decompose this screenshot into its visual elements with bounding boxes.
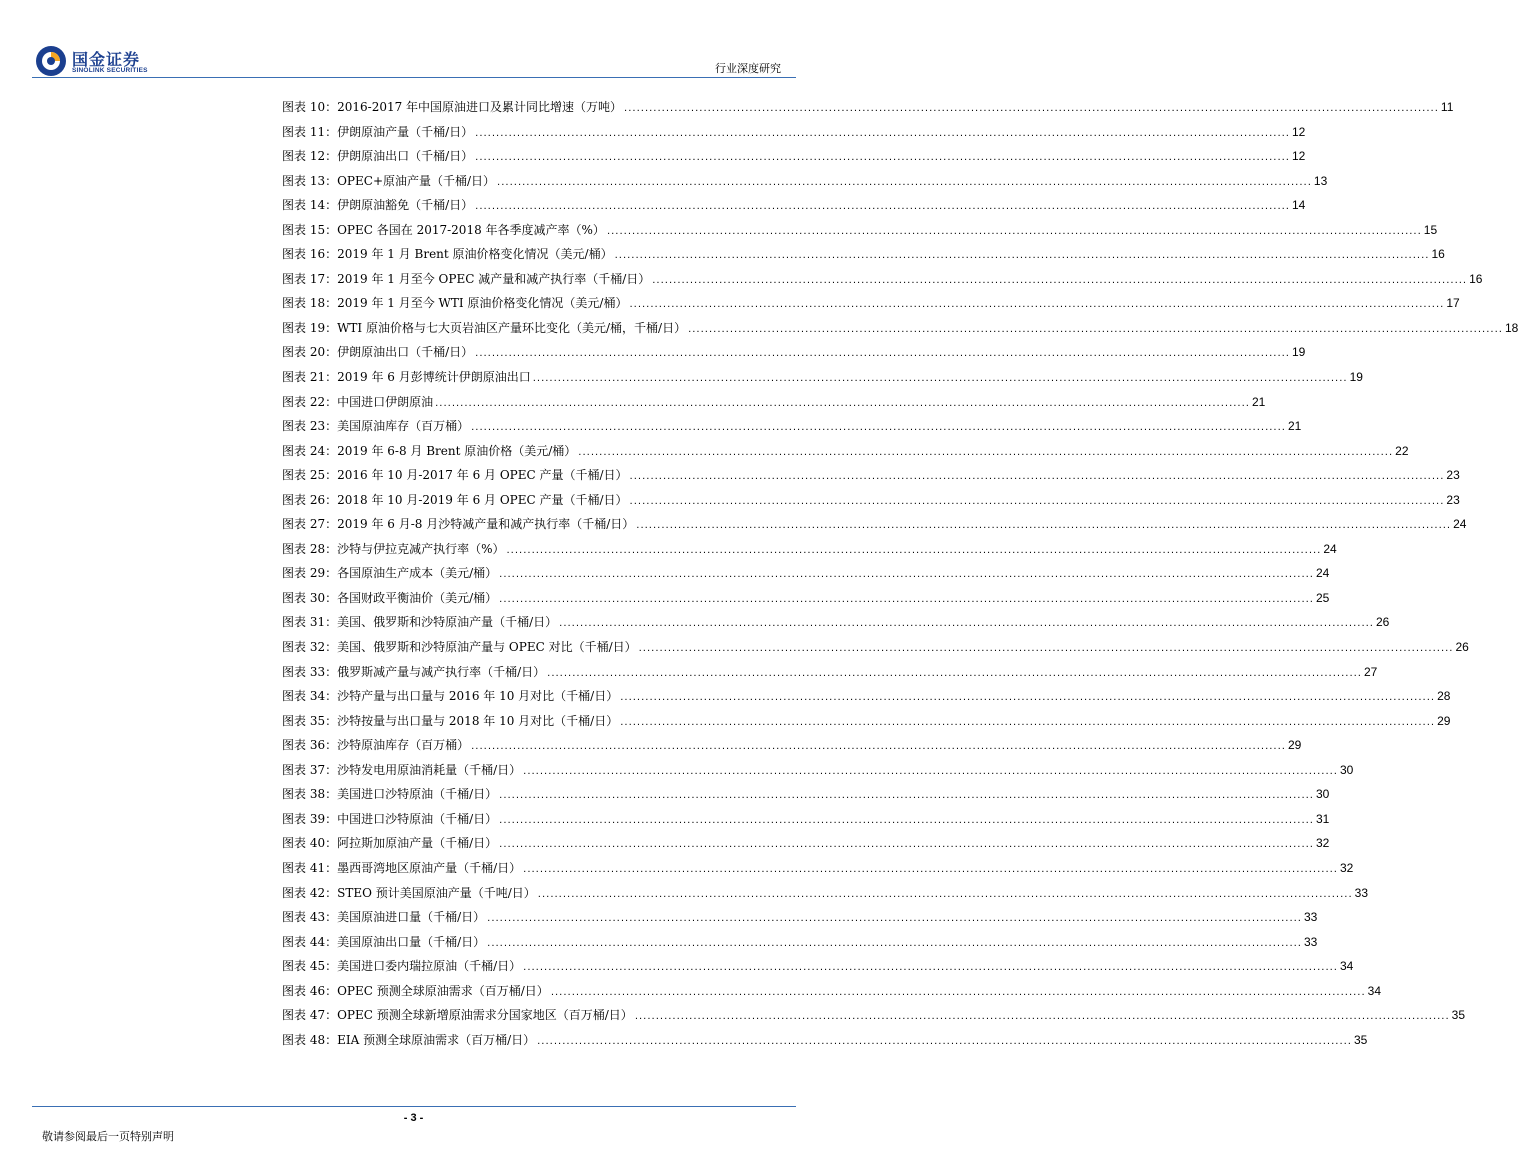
- figure-label: 图表 12：: [282, 149, 338, 164]
- page-ref: 24: [1316, 566, 1330, 581]
- page-ref: 32: [1316, 836, 1330, 851]
- figure-label: 图表 32：: [282, 640, 338, 655]
- toc-entry[interactable]: [282, 442, 1409, 467]
- page-header: [0, 0, 827, 84]
- logo-text-cn: 国金证券: [72, 50, 141, 69]
- leader-dots: [471, 741, 1286, 752]
- figure-label: 图表 46：: [282, 983, 338, 998]
- page-ref: 16: [1469, 271, 1483, 286]
- leader-dots: [497, 177, 1312, 188]
- figure-label: 图表 48：: [282, 1032, 338, 1047]
- toc-entry[interactable]: [282, 319, 1518, 344]
- leader-dots: [471, 422, 1286, 433]
- leader-dots: [475, 201, 1290, 212]
- figure-title: 2019 年 6 月彭博统计伊朗原油出口: [337, 370, 531, 385]
- toc-entry[interactable]: [282, 810, 1330, 835]
- figure-title: 沙特产量与出口量与 2016 年 10 月对比（千桶/日）: [337, 689, 619, 704]
- page-ref: 18: [1504, 320, 1518, 335]
- figure-title: 俄罗斯减产量与减产执行率（千桶/日）: [337, 664, 546, 679]
- page-ref: 19: [1292, 345, 1306, 360]
- figure-label: 图表 44：: [282, 934, 338, 949]
- page-ref: 25: [1316, 590, 1330, 605]
- toc-entry[interactable]: [282, 98, 1454, 123]
- figure-title: 沙特发电用原油消耗量（千桶/日）: [337, 762, 522, 777]
- page-ref: 16: [1431, 247, 1445, 262]
- figure-title: 2018 年 10 月-2019 年 6 月 OPEC 产量（千桶/日）: [337, 492, 628, 507]
- leader-dots: [499, 569, 1314, 580]
- toc-entry[interactable]: [282, 564, 1330, 589]
- sinolink-logo-icon: [34, 44, 68, 78]
- toc-entry[interactable]: [282, 785, 1330, 810]
- figure-label: 图表 33：: [282, 664, 338, 679]
- page-ref: 21: [1287, 419, 1302, 434]
- toc-entry[interactable]: [282, 1006, 1466, 1031]
- page-ref: 22: [1395, 443, 1409, 458]
- toc-entry[interactable]: [282, 589, 1330, 614]
- figure-label: 图表 29：: [282, 566, 338, 581]
- leader-dots: [475, 348, 1290, 359]
- toc-entry[interactable]: [282, 540, 1337, 565]
- leader-dots: [639, 643, 1454, 654]
- figure-label: 图表 35：: [282, 713, 338, 728]
- page-ref: 26: [1455, 640, 1469, 655]
- leader-dots: [636, 520, 1451, 531]
- toc-entry[interactable]: [282, 687, 1451, 712]
- figure-label: 图表 39：: [282, 811, 338, 826]
- page-ref: 23: [1446, 468, 1460, 483]
- toc-entry[interactable]: [282, 712, 1451, 737]
- leader-dots: [620, 717, 1435, 728]
- figure-title: 沙特原油库存（百万桶）: [337, 738, 470, 753]
- toc-entry[interactable]: [282, 638, 1469, 663]
- toc-entry[interactable]: [282, 123, 1306, 148]
- page-ref: 14: [1292, 198, 1306, 213]
- page-ref: 34: [1340, 959, 1354, 974]
- toc-entry[interactable]: [282, 515, 1467, 540]
- page-ref: 34: [1367, 983, 1382, 998]
- page-ref: 30: [1316, 787, 1330, 802]
- page-ref: 32: [1340, 860, 1354, 875]
- figure-title: 2019 年 1 月 Brent 原油价格变化情况（美元/桶）: [337, 247, 613, 262]
- toc-entry[interactable]: [282, 368, 1363, 393]
- page-ref: 26: [1376, 615, 1390, 630]
- figure-title: 2019 年 6 月-8 月沙特减产量和减产执行率（千桶/日）: [337, 517, 635, 532]
- page-ref: 35: [1353, 1032, 1368, 1047]
- leader-dots: [578, 447, 1393, 458]
- page-ref: 33: [1304, 934, 1318, 949]
- toc-entry[interactable]: [282, 982, 1382, 1007]
- figure-label: 图表 43：: [282, 910, 338, 925]
- figure-label: 图表 40：: [282, 836, 338, 851]
- figure-label: 图表 14：: [282, 198, 338, 213]
- footer-divider: [32, 1106, 796, 1107]
- page-ref: 23: [1446, 492, 1460, 507]
- toc-entry[interactable]: [282, 417, 1302, 442]
- figure-label: 图表 18：: [282, 296, 338, 311]
- page-ref: 17: [1446, 296, 1460, 311]
- figure-title: 美国进口委内瑞拉原油（千桶/日）: [337, 959, 522, 974]
- leader-dots: [537, 1036, 1352, 1047]
- leader-dots: [615, 250, 1430, 261]
- figure-label: 图表 13：: [282, 173, 338, 188]
- leader-dots: [523, 864, 1338, 875]
- figure-label: 图表 15：: [282, 222, 338, 237]
- page-ref: 24: [1453, 517, 1467, 532]
- figure-title: 2016 年 10 月-2017 年 6 月 OPEC 产量（千桶/日）: [337, 468, 628, 483]
- figure-title: 美国原油进口量（千桶/日）: [337, 910, 486, 925]
- figure-title: 伊朗原油豁免（千桶/日）: [337, 198, 474, 213]
- figure-label: 图表 17：: [282, 271, 338, 286]
- leader-dots: [499, 839, 1314, 850]
- figure-label: 图表 11：: [282, 124, 338, 139]
- logo-text-en: SINOLINK SECURITIES: [72, 67, 148, 74]
- toc-entry[interactable]: [282, 393, 1266, 418]
- figure-title: 美国进口沙特原油（千桶/日）: [337, 787, 498, 802]
- leader-dots: [507, 545, 1322, 556]
- figure-title: 阿拉斯加原油产量（千桶/日）: [337, 836, 498, 851]
- leader-dots: [607, 226, 1422, 237]
- figure-label: 图表 19：: [282, 320, 338, 335]
- leader-dots: [630, 471, 1445, 482]
- figure-label: 图表 37：: [282, 762, 338, 777]
- toc-entry[interactable]: [282, 1031, 1368, 1056]
- toc-entry[interactable]: [282, 245, 1445, 270]
- page-ref: 28: [1437, 689, 1451, 704]
- leader-dots: [547, 668, 1362, 679]
- disclaimer-text: 敬请参阅最后一页特别声明: [42, 1130, 174, 1143]
- figure-title: 2019 年 6-8 月 Brent 原油价格（美元/桶）: [337, 443, 577, 458]
- leader-dots: [630, 496, 1445, 507]
- page-ref: 29: [1287, 738, 1302, 753]
- leader-dots: [499, 790, 1314, 801]
- toc-entry[interactable]: [282, 933, 1318, 958]
- figure-title: 伊朗原油出口（千桶/日）: [337, 149, 474, 164]
- leader-dots: [435, 398, 1250, 409]
- figure-title: OPEC+原油产量（千桶/日）: [337, 173, 496, 188]
- leader-dots: [635, 1011, 1450, 1022]
- toc-entry[interactable]: [282, 294, 1460, 319]
- leader-dots: [533, 373, 1348, 384]
- figure-title: 伊朗原油出口（千桶/日）: [337, 345, 474, 360]
- leader-dots: [523, 766, 1338, 777]
- leader-dots: [624, 103, 1439, 114]
- page-ref: 12: [1292, 149, 1306, 164]
- figure-title: 各国财政平衡油价（美元/桶）: [337, 590, 498, 605]
- page-ref: 15: [1423, 222, 1438, 237]
- leader-dots: [629, 299, 1444, 310]
- figure-label: 图表 26：: [282, 492, 338, 507]
- leader-dots: [559, 618, 1374, 629]
- figure-title: 美国、俄罗斯和沙特原油产量（千桶/日）: [337, 615, 558, 630]
- leader-dots: [523, 962, 1338, 973]
- leader-dots: [475, 152, 1290, 163]
- toc-entry[interactable]: [282, 663, 1378, 688]
- page-ref: 13: [1313, 173, 1328, 188]
- figure-title: 中国进口沙特原油（千桶/日）: [337, 811, 498, 826]
- page-ref: 21: [1251, 394, 1266, 409]
- figure-label: 图表 16：: [282, 247, 338, 262]
- figure-label: 图表 45：: [282, 959, 338, 974]
- figure-title: 沙特与伊拉克减产执行率（%）: [337, 541, 505, 556]
- figure-label: 图表 10：: [282, 100, 338, 114]
- toc-entry[interactable]: [282, 196, 1306, 221]
- figure-label: 图表 34：: [282, 689, 338, 704]
- figure-label: 图表 47：: [282, 1008, 338, 1023]
- toc-entry[interactable]: [282, 908, 1318, 933]
- figure-title: WTI 原油价格与七大页岩油区产量环比变化（美元/桶，千桶/日）: [337, 320, 687, 335]
- figure-title: EIA 预测全球原油需求（百万桶/日）: [337, 1032, 536, 1047]
- toc-entry[interactable]: [282, 884, 1368, 909]
- leader-dots: [551, 987, 1366, 998]
- page-ref: 33: [1354, 885, 1368, 900]
- page-ref: 24: [1323, 541, 1337, 556]
- figure-label: 图表 38：: [282, 787, 338, 802]
- leader-dots: [487, 938, 1302, 949]
- figure-title: OPEC 各国在 2017-2018 年各季度减产率（%）: [337, 222, 605, 237]
- leader-dots: [475, 128, 1290, 139]
- toc-entry[interactable]: [282, 736, 1302, 761]
- toc-entry[interactable]: [282, 172, 1328, 197]
- leader-dots: [499, 594, 1314, 605]
- figure-title: 2016-2017 年中国原油进口及累计同比增速（万吨）: [337, 100, 623, 114]
- page-ref: 27: [1364, 664, 1378, 679]
- figure-title: 各国原油生产成本（美元/桶）: [337, 566, 498, 581]
- figure-title: 美国原油库存（百万桶）: [337, 419, 470, 434]
- toc-entry[interactable]: [282, 957, 1354, 982]
- figure-label: 图表 36：: [282, 738, 338, 753]
- toc-entry[interactable]: [282, 147, 1306, 172]
- figure-title: 美国、俄罗斯和沙特原油产量与 OPEC 对比（千桶/日）: [337, 640, 637, 655]
- figure-label: 图表 28：: [282, 541, 338, 556]
- figure-title: 伊朗原油产量（千桶/日）: [337, 124, 474, 139]
- figure-title: OPEC 预测全球原油需求（百万桶/日）: [337, 983, 549, 998]
- figure-label: 图表 21：: [282, 370, 338, 385]
- leader-dots: [688, 324, 1503, 335]
- figure-label: 图表 24：: [282, 443, 338, 458]
- figure-title: 墨西哥湾地区原油产量（千桶/日）: [337, 860, 522, 875]
- toc-entry[interactable]: [282, 761, 1354, 786]
- toc-entry[interactable]: [282, 466, 1460, 491]
- figure-title: STEO 预计美国原油产量（千吨/日）: [337, 885, 536, 900]
- figure-label: 图表 41：: [282, 860, 338, 875]
- toc-entry[interactable]: [282, 859, 1354, 884]
- page-ref: 33: [1304, 910, 1318, 925]
- toc-entry[interactable]: [282, 491, 1460, 516]
- page-ref: 35: [1451, 1008, 1466, 1023]
- header-divider: [32, 77, 796, 78]
- toc-entry[interactable]: [282, 221, 1438, 246]
- figure-title: 2019 年 1 月至今 OPEC 减产量和减产执行率（千桶/日）: [337, 271, 651, 286]
- figure-title: OPEC 预测全球新增原油需求分国家地区（百万桶/日）: [337, 1008, 633, 1023]
- figure-title: 沙特按量与出口量与 2018 年 10 月对比（千桶/日）: [337, 713, 619, 728]
- page-ref: 29: [1437, 713, 1451, 728]
- figure-label: 图表 42：: [282, 885, 338, 900]
- leader-dots: [487, 913, 1302, 924]
- page-number: - 3 -: [403, 1112, 424, 1124]
- report-type: 行业深度研究: [715, 62, 781, 75]
- page-ref: 30: [1340, 762, 1354, 777]
- toc-entry[interactable]: [282, 613, 1390, 638]
- figure-label: 图表 31：: [282, 615, 338, 630]
- page-ref: 19: [1349, 370, 1363, 385]
- figure-label: 图表 20：: [282, 345, 338, 360]
- toc-entry[interactable]: [282, 343, 1306, 368]
- figure-title: 美国原油出口量（千桶/日）: [337, 934, 486, 949]
- leader-dots: [652, 275, 1467, 286]
- figure-title: 中国进口伊朗原油: [337, 394, 434, 409]
- page-ref: 31: [1316, 811, 1330, 826]
- figure-label: 图表 22：: [282, 394, 338, 409]
- figure-label: 图表 30：: [282, 590, 338, 605]
- leader-dots: [538, 889, 1353, 900]
- leader-dots: [499, 815, 1314, 826]
- figure-title: 2019 年 1 月至今 WTI 原油价格变化情况（美元/桶）: [337, 296, 628, 311]
- page-ref: 12: [1292, 124, 1306, 139]
- figure-label: 图表 25：: [282, 468, 338, 483]
- table-of-figures: [282, 98, 1518, 1055]
- page-ref: 11: [1440, 100, 1454, 114]
- figure-label: 图表 27：: [282, 517, 338, 532]
- figure-label: 图表 23：: [282, 419, 338, 434]
- toc-entry[interactable]: [282, 270, 1483, 295]
- company-logo: [34, 44, 184, 80]
- toc-entry[interactable]: [282, 834, 1330, 859]
- leader-dots: [620, 692, 1435, 703]
